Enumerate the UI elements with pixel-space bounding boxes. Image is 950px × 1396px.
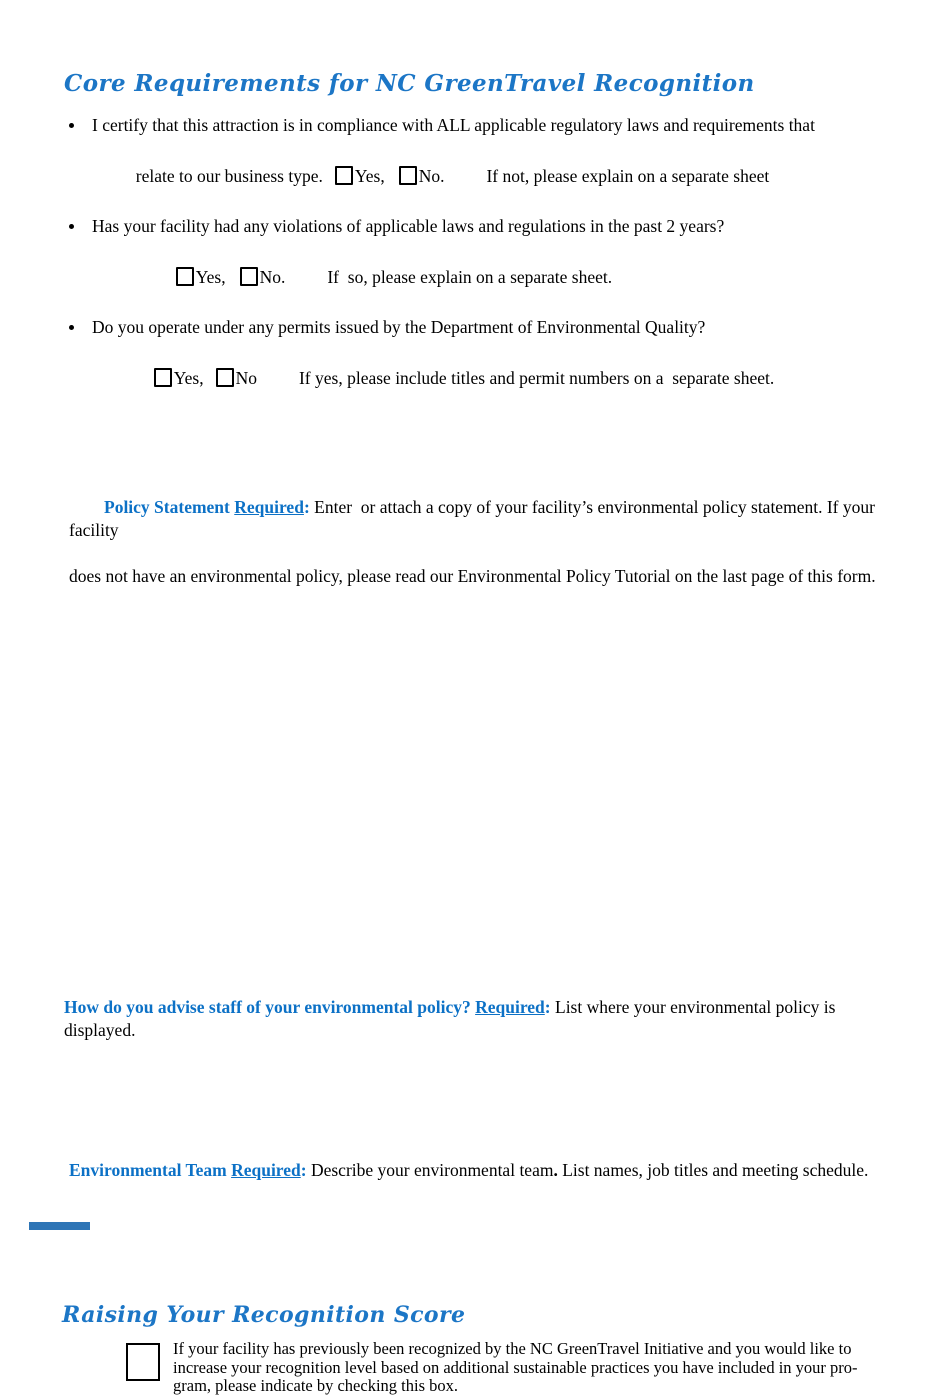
- advise-staff-required-label: Required: [475, 997, 545, 1017]
- violations-yes-checkbox[interactable]: [176, 267, 194, 286]
- advise-staff-input-area[interactable]: [64, 1042, 910, 1159]
- compliance-line2-prefix: relate to our business type.: [135, 166, 323, 186]
- environmental-team-text-2: List names, job titles and meeting schedule.: [557, 1160, 869, 1180]
- list-item-violations: [64, 215, 910, 316]
- raise-score-row: [126, 1340, 910, 1396]
- environmental-team-text-1: Describe your environmental team: [306, 1160, 554, 1180]
- permits-answer-line: [110, 339, 910, 417]
- section-title-core-requirements: Core Requirements for NC GreenTravel Recognition: [64, 70, 755, 97]
- permits-note: If yes, please include titles and permit numbers on a separate sheet.: [298, 368, 775, 388]
- policy-statement-text-1: Enter or attach a copy of your facility’s environmental policy statement. If your facility: [69, 497, 880, 540]
- permits-yes-label: Yes,: [173, 368, 204, 388]
- bullet-icon: [69, 325, 74, 330]
- raise-score-text: [173, 1340, 858, 1396]
- advise-staff-label: How do you advise staff of your environmental policy?: [64, 997, 476, 1017]
- bullet-icon: [69, 224, 74, 229]
- violations-yes-label: Yes,: [195, 267, 226, 287]
- permits-no-checkbox[interactable]: [216, 368, 234, 387]
- policy-statement-label: Policy Statement: [104, 497, 235, 517]
- compliance-no-checkbox[interactable]: [399, 166, 417, 185]
- raise-score-line1: If your facility has previously been recognized by the NC GreenTravel Initiative and you would like to: [173, 1339, 852, 1358]
- raise-score-checkbox[interactable]: [126, 1343, 160, 1381]
- violations-no-checkbox[interactable]: [240, 267, 258, 286]
- environmental-team-bold-period: .: [553, 1160, 558, 1180]
- compliance-line1: I certify that this attraction is in compliance with ALL applicable regulatory laws and requirements that: [92, 115, 815, 135]
- raise-score-line2: increase your recognition level based on additional sustainable practices you have included in your pro-: [173, 1357, 858, 1377]
- list-item-compliance: [64, 114, 910, 215]
- policy-statement-input-area[interactable]: [64, 588, 910, 996]
- environmental-team-required-label: Required: [231, 1160, 301, 1180]
- policy-statement-section: [69, 473, 910, 588]
- bullet-icon: [69, 123, 74, 128]
- violations-answer-line: [132, 238, 910, 316]
- compliance-note: If not, please explain on a separate sheet: [486, 166, 770, 186]
- permits-no-label: No: [235, 368, 257, 388]
- next-section-banner-edge: [29, 1222, 90, 1230]
- permits-yes-checkbox[interactable]: [154, 368, 172, 387]
- advise-staff-section: [64, 996, 910, 1042]
- compliance-no-label: No.: [418, 166, 445, 186]
- section-title-raising-score: Raising Your Recognition Score: [62, 1302, 466, 1328]
- policy-statement-required-label: Required: [234, 497, 304, 517]
- environmental-team-label: Environmental Team: [69, 1160, 232, 1180]
- advise-staff-text: List where your environmental policy is displayed.: [64, 997, 840, 1040]
- compliance-answer-line: [92, 137, 910, 215]
- violations-note: If so, please explain on a separate sheet.: [327, 267, 613, 287]
- permits-line1: Do you operate under any permits issued by the Department of Environmental Quality?: [92, 317, 706, 337]
- violations-no-label: No.: [259, 267, 286, 287]
- policy-statement-line2: does not have an environmental policy, please read our Environmental Policy Tutorial on the last page of this form.: [69, 566, 876, 586]
- environmental-team-input-area[interactable]: [64, 1182, 910, 1292]
- list-item-permits: [64, 316, 910, 417]
- violations-line1: Has your facility had any violations of applicable laws and regulations in the past 2 years?: [92, 216, 725, 236]
- policy-statement-line1: [69, 473, 910, 565]
- policy-statement-colon: :: [303, 497, 310, 517]
- environmental-team-colon: :: [300, 1160, 307, 1180]
- raise-score-line3: gram, please indicate by checking this box.: [173, 1376, 458, 1395]
- compliance-yes-checkbox[interactable]: [335, 166, 353, 185]
- advise-staff-colon: :: [544, 997, 551, 1017]
- compliance-yes-label: Yes,: [354, 166, 385, 186]
- core-requirements-list: [64, 114, 910, 417]
- environmental-team-section: [69, 1159, 910, 1182]
